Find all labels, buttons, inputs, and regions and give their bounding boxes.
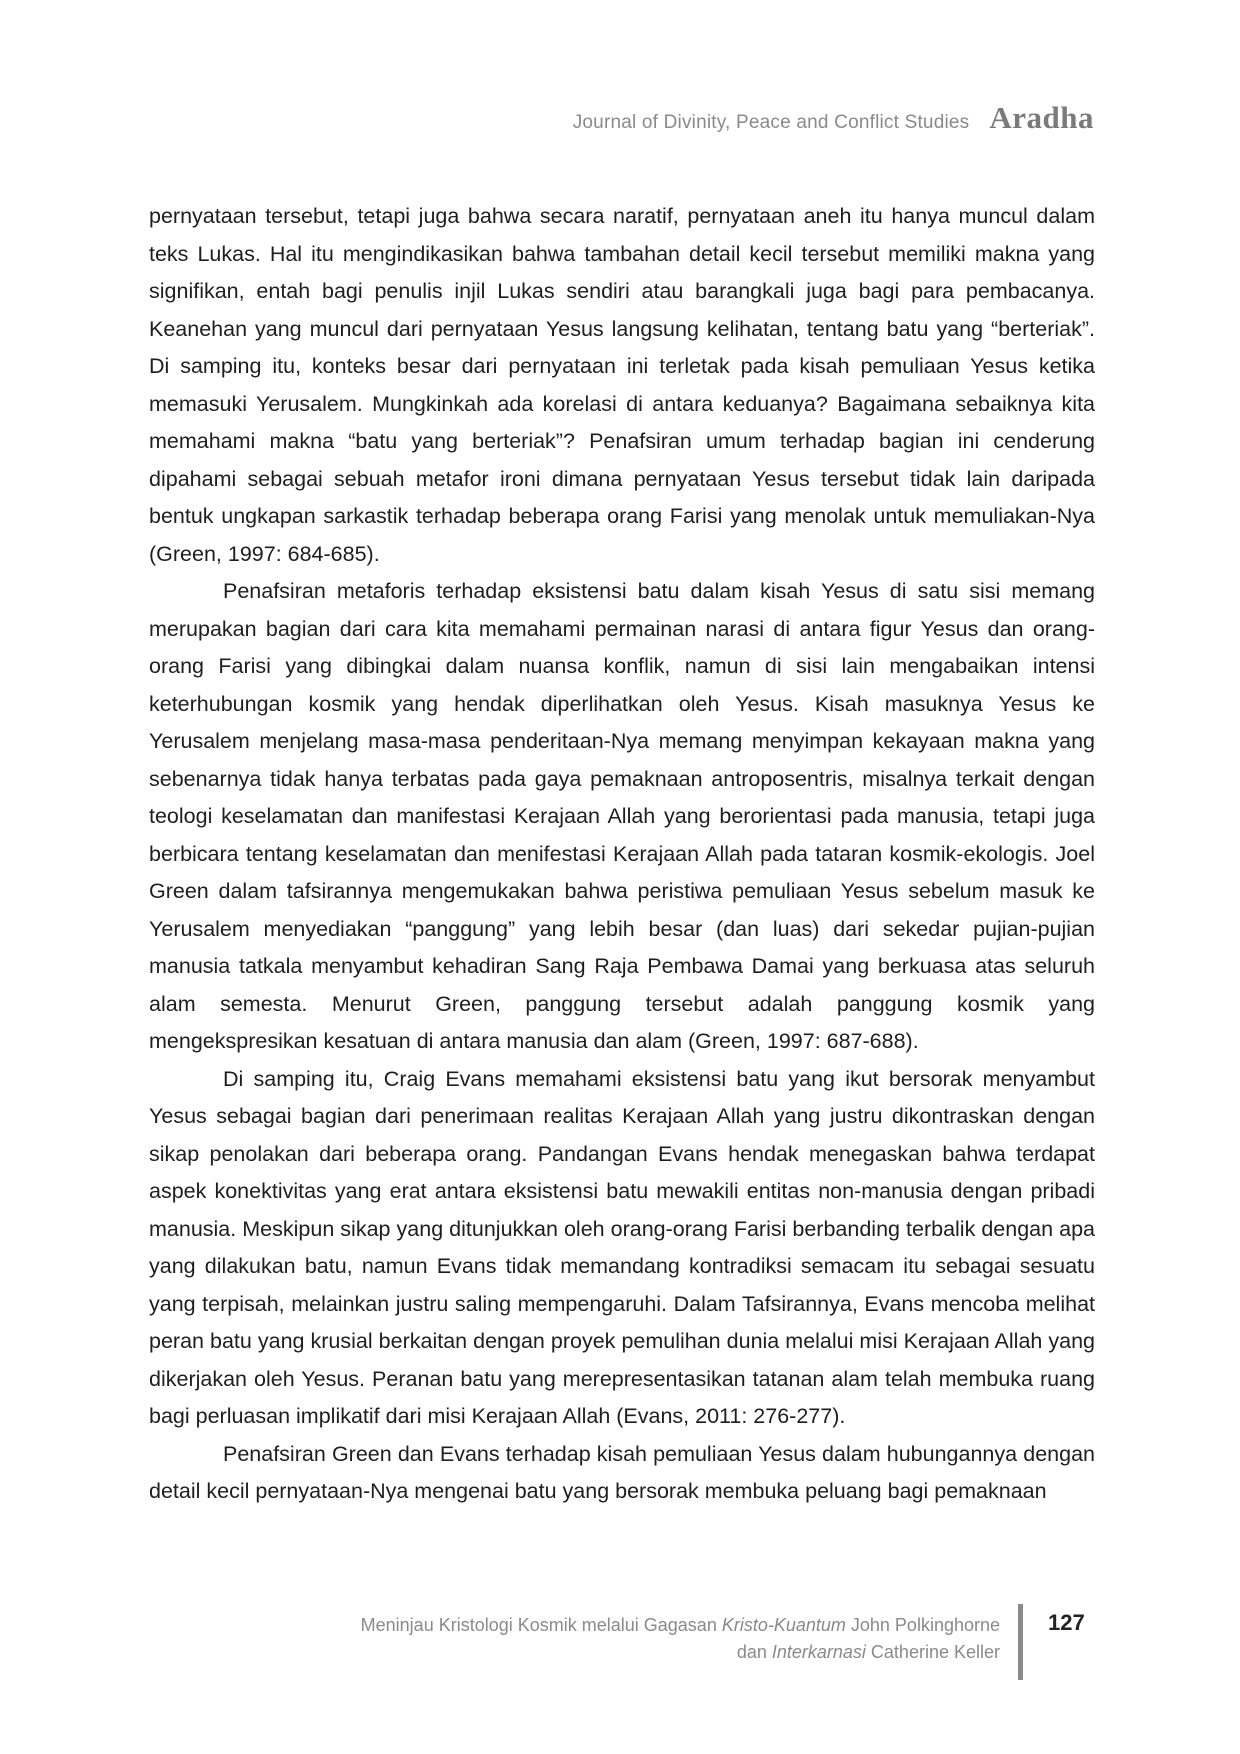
journal-logo: Aradha: [989, 100, 1094, 135]
footer-line-2-italic: Interkarnasi: [771, 1642, 866, 1662]
paragraph-1: pernyataan tersebut, tetapi juga bahwa secara naratif, pernyataan aneh itu hanya muncul dalam teks Lukas. Hal itu mengindikasikan bahwa tambahan detail kecil tersebut memiliki makna yang signifikan, entah bagi penulis injil Lukas sendiri atau barangkali juga bagi para pembacanya. Keanehan yang muncul dari pernyataan Yesus langsung kelihatan, tentang batu yang “berteriak”. Di samping itu, konteks besar dari pernyataan ini terletak pada kisah pemuliaan Yesus ketika memasuki Yerusalem. Mungkinkah ada korelasi di antara keduanya? Bagaimana sebaiknya kita memahami makna “batu yang berteriak”? Penafsiran umum terhadap bagian ini cenderung dipahami sebagai sebuah metafor ironi dimana pernyataan Yesus tersebut tidak lain daripada bentuk ungkapan sarkastik terhadap beberapa orang Farisi yang menolak untuk memuliakan-Nya (Green, 1997: 684-685).: [149, 204, 1095, 566]
footer-divider: [1018, 1604, 1023, 1680]
footer-line-1: [361, 1612, 1000, 1639]
running-footer: [0, 1604, 1240, 1684]
article-body: [149, 198, 1095, 1511]
page-number: 127: [1048, 1610, 1085, 1635]
footer-line-2: [361, 1639, 1000, 1666]
article-title-footer: [361, 1612, 1000, 1666]
footer-line-2-end: Catherine Keller: [865, 1642, 1000, 1662]
footer-line-2-start: dan: [736, 1642, 772, 1662]
journal-title: Journal of Divinity, Peace and Conflict Studies: [572, 112, 970, 133]
footer-line-1-start: Meninjau Kristologi Kosmik melalui Gagasan: [360, 1615, 722, 1635]
footer-line-1-end: John Polkinghorne: [845, 1615, 1000, 1635]
paragraph-2: Penafsiran metaforis terhadap eksistensi batu dalam kisah Yesus di satu sisi memang merupakan bagian dari cara kita memahami permainan narasi di antara figur Yesus dan orang-orang Farisi yang dibingkai dalam nuansa konflik, namun di sisi lain mengabaikan intensi keterhubungan kosmik yang hendak diperlihatkan oleh Yesus. Kisah masuknya Yesus ke Yerusalem menjelang masa-masa penderitaan-Nya memang menyimpan kekayaan makna yang sebenarnya tidak hanya terbatas pada gaya pemaknaan antroposentris, misalnya terkait dengan teologi keselamatan dan manifestasi Kerajaan Allah yang berorientasi pada manusia, tetapi juga berbicara tentang keselamatan dan menifestasi Kerajaan Allah pada tataran kosmik-ekologis. Joel Green dalam tafsirannya mengemukakan bahwa peristiwa pemuliaan Yesus sebelum masuk ke Yerusalem menyediakan “panggung” yang lebih besar (dan luas) dari sekedar pujian-pujian manusia tatkala menyambut kehadiran Sang Raja Pembawa Damai yang berkuasa atas seluruh alam semesta. Menurut Green, panggung tersebut adalah panggung kosmik yang mengekspresikan kesatuan di antara manusia dan alam (Green, 1997: 687-688).: [149, 579, 1095, 1053]
running-header: [573, 100, 1094, 136]
paragraph-3: Di samping itu, Craig Evans memahami eksistensi batu yang ikut bersorak menyambut Yesus sebagai bagian dari penerimaan realitas Kerajaan Allah yang justru dikontraskan dengan sikap penolakan dari beberapa orang. Pandangan Evans hendak menegaskan bahwa terdapat aspek konektivitas yang erat antara eksistensi batu mewakili entitas non-manusia dengan pribadi manusia. Meskipun sikap yang ditunjukkan oleh orang-orang Farisi berbanding terbalik dengan apa yang dilakukan batu, namun Evans tidak memandang kontradiksi semacam itu sebagai sesuatu yang terpisah, melainkan justru saling mempengaruhi. Dalam Tafsirannya, Evans mencoba melihat peran batu yang krusial berkaitan dengan proyek pemulihan dunia melalui misi Kerajaan Allah yang dikerjakan oleh Yesus. Peranan batu yang merepresentasikan tatanan alam telah membuka ruang bagi perluasan implikatif dari misi Kerajaan Allah (Evans, 2011: 276-277).: [149, 1066, 1095, 1428]
footer-line-1-italic: Kristo-Kuantum: [721, 1615, 846, 1635]
paragraph-4: Penafsiran Green dan Evans terhadap kisah pemuliaan Yesus dalam hubungannya dengan detail kecil pernyataan-Nya mengenai batu yang bersorak membuka peluang bagi pemaknaan: [149, 1441, 1095, 1503]
